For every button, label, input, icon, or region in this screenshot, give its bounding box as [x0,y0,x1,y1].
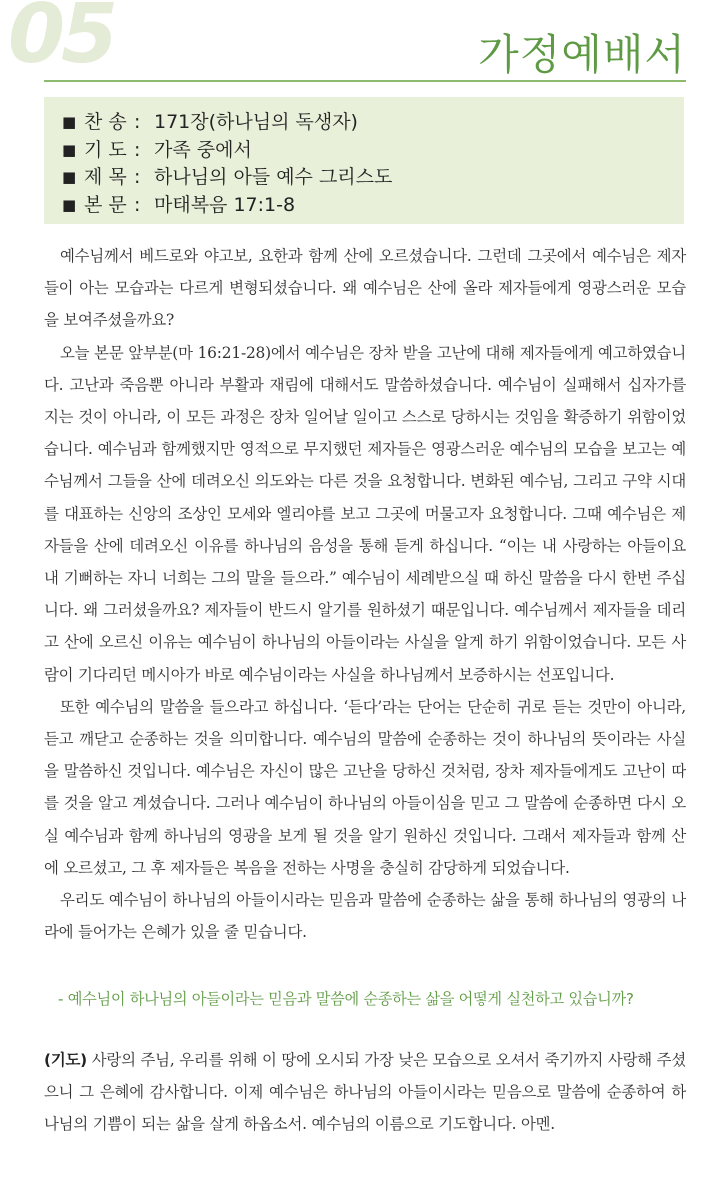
info-value-hymn: 171장(하나님의 독생자) [154,111,358,133]
info-row-prayer: ■ 기 도 : 가족 중에서 [62,137,684,165]
info-row-hymn: ■ 찬 송 : 171장(하나님의 독생자) [62,109,684,137]
square-bullet-icon: ■ [62,168,77,186]
square-bullet-icon: ■ [62,195,77,214]
info-value-scripture: 마태복음 17:1-8 [154,193,296,216]
sermon-paragraph: 또한 예수님의 말씀을 들으라고 하십니다. ‘듣다’라는 단어는 단순히 귀로 듣는 것만이 아니라, 듣고 깨닫고 순종하는 것을 의미합니다. 예수님의 말씀에 순종하는 것이 하나님의 뜻이라는 사실을 말씀하신 것입니다. 예수님은 자신이 많은 고난을 당하신 것처럼, 장차 제자들에게도 고난이 따를 것을 알고 계셨습니다. 그러나 예수님이 하나님의 아들이심을 믿고 그 말씀에 순종하면 다시 오실 예수님과 함께 하나님의 영광을 보게 될 것을 알기 원하신 것입니다. 그래서 제자들과 함께 산에 오르셨고, 그 후 제자들은 복음을 전하는 사명을 충실히 감당하게 되었습니다. [44,697,686,877]
section-title: 가정예배서 [478,30,686,79]
info-label-scripture: 본 문 [84,193,127,216]
service-info-box [44,97,684,224]
sermon-body [44,240,686,948]
reflection-question: - 예수님이 하나님의 아들이라는 믿음과 말씀에 순종하는 삶을 어떻게 실천하고 있습니까? [58,990,634,1008]
info-label-title: 제 목 [84,166,127,188]
page-number: 05 [8,0,115,82]
info-value-title: 하나님의 아들 예수 그리스도 [154,166,393,188]
sermon-paragraph: 예수님께서 베드로와 야고보, 요한과 함께 산에 오르셨습니다. 그런데 그곳에서 예수님은 제자들이 아는 모습과는 다르게 변형되셨습니다. 왜 예수님은 산에 올라 제자들에게 영광스러운 모습을 보여주셨을까요? [44,247,686,330]
title-divider [44,80,686,82]
sermon-paragraph: 오늘 본문 앞부분(마 16:21-28)에서 예수님은 장차 받을 고난에 대해 제자들에게 예고하였습니다. 고난과 죽음뿐 아니라 부활과 재림에 대해서도 말씀하셨습니다. 예수님이 실패해서 십자가를 지는 것이 아니라, 이 모든 과정은 장차 일어날 일이고 스스로 당하시는 것임을 확증하기 위함이었습니다. 예수님과 함께했지만 영적으로 무지했던 제자들은 영광스러운 예수님의 모습을 보고는 예수님께서 그들을 산에 데려오신 의도와는 다른 것을 요청합니다. 변화된 예수님, 그리고 구약 시대를 대표하는 신앙의 조상인 모세와 엘리야를 보고 그곳에 머물고자 요청합니다. 그때 예수님은 제자들을 산에 데려오신 이유를 하나님의 음성을 통해 듣게 하십니다. “이는 내 사랑하는 아들이요 내 기뻐하는 자니 너희는 그의 말을 들으라.” 예수님이 세례받으실 때 하신 말씀을 다시 한번 주십니다. 왜 그러셨을까요? 제자들이 반드시 알기를 원하셨기 때문입니다. 예수님께서 제자들을 데리고 산에 오르신 이유는 예수님이 하나님의 아들이라는 사실을 알게 하기 위함이었습니다. 모든 사람이 기다리던 메시아가 바로 예수님이라는 사실을 하나님께서 보증하시는 선포입니다. [44,343,686,684]
info-row-scripture: ■ 본 문 : 마태복음 17:1-8 [62,192,684,220]
square-bullet-icon: ■ [62,113,77,131]
info-label-hymn: 찬 송 [84,111,127,133]
info-row-title: ■ 제 목 : 하나님의 아들 예수 그리스도 [62,164,684,192]
sermon-paragraph: 우리도 예수님이 하나님의 아들이시라는 믿음과 말씀에 순종하는 삶을 통해 하나님의 영광의 나라에 들어가는 은혜가 있을 줄 믿습니다. [44,891,686,942]
info-value-prayer: 가족 중에서 [154,138,252,161]
prayer-text: 사랑의 주님, 우리를 위해 이 땅에 오시되 가장 낮은 모습으로 오셔서 죽기까지 사랑해 주셨으니 그 은혜에 감사합니다. 이제 예수님은 하나님의 아들이시라는 믿음으로 말씀에 순종하여 하나님의 기쁨이 되는 삶을 살게 하옵소서. 예수님의 이름으로 기도합니다. 아멘. [44,1051,686,1134]
info-label-prayer: 기 도 [84,138,127,161]
square-bullet-icon: ■ [62,140,77,159]
prayer-label: (기도) [44,1051,88,1069]
closing-prayer [44,1044,686,1141]
